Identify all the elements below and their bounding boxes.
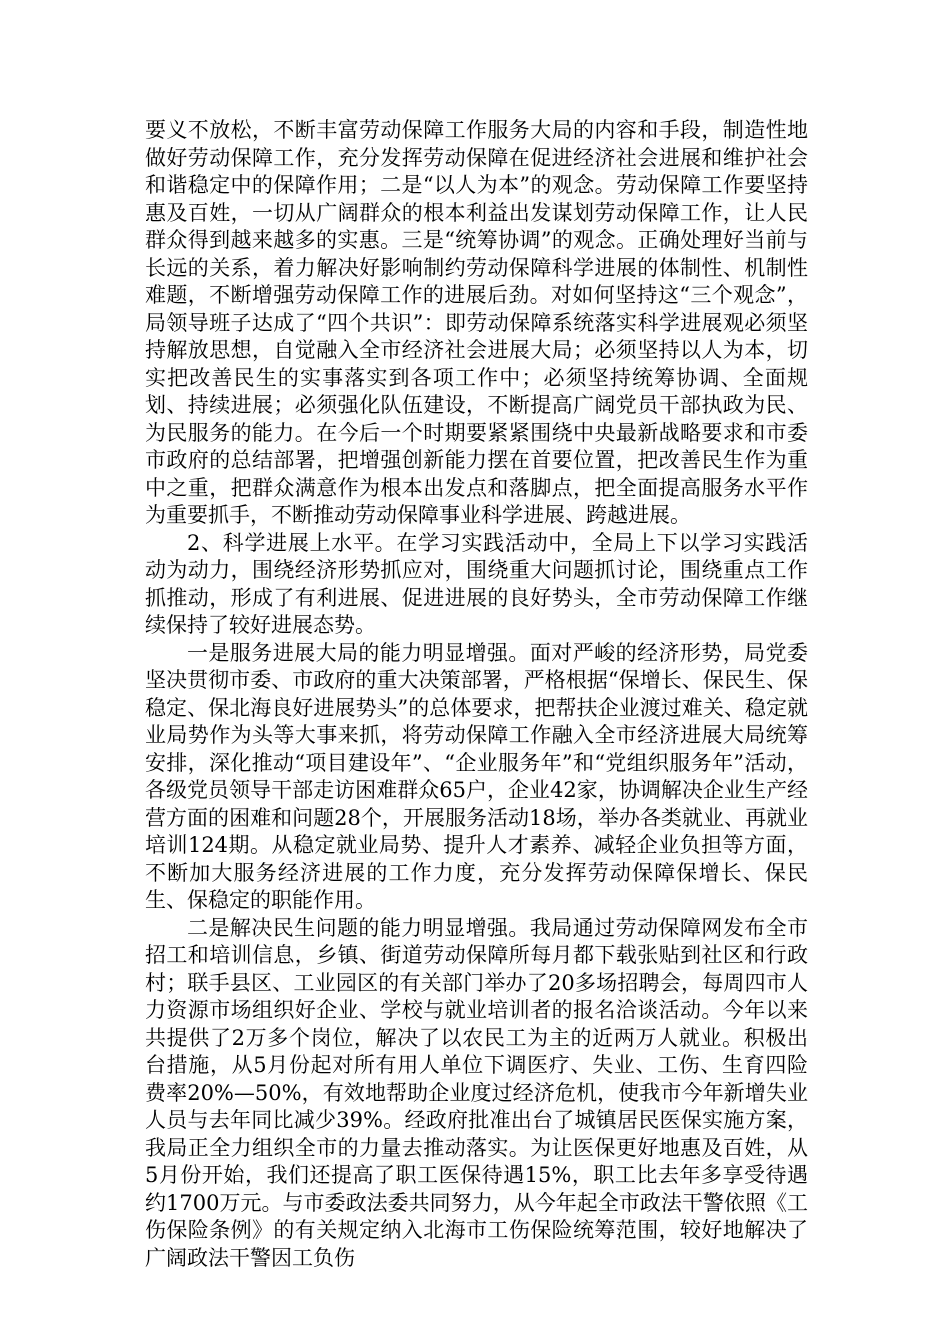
paragraph-2: 2、科学进展上水平。在学习实践活动中，全局上下以学习实践活动为动力，围绕经济形势抓应对，围绕重大问题抓讨论，围绕重点工作抓推动，形成了有利进展、促进进展的良好势头，全市劳动保障工作继续保持了较好进展态势。 (145, 530, 808, 637)
document-page (145, 117, 808, 1272)
paragraph-1: 要义不放松，不断丰富劳动保障工作服务大局的内容和手段，制造性地做好劳动保障工作，充分发挥劳动保障在促进经济社会进展和维护社会和谐稳定中的保障作用；二是“以人为本”的观念。劳动保障工作要坚持惠及百姓，一切从广阔群众的根本利益出发谋划劳动保障工作，让人民群众得到越来越多的实惠。三是“统筹协调”的观念。正确处理好当前与长远的关系，着力解决好影响制约劳动保障科学进展的体制性、机制性难题，不断增强劳动保障工作的进展后劲。对如何坚持这“三个观念”，局领导班子达成了“四个共识”：即劳动保障系统落实科学进展观必须坚持解放思想，自觉融入全市经济社会进展大局；必须坚持以人为本，切实把改善民生的实事落实到各项工作中；必须坚持统筹协调、全面规划、持续进展；必须强化队伍建设，不断提高广阔党员干部执政为民、为民服务的能力。在今后一个时期要紧紧围绕中央最新战略要求和市委市政府的总结部署，把增强创新能力摆在首要位置，把改善民生作为重中之重，把群众满意作为根本出发点和落脚点，把全面提高服务水平作为重要抓手，不断推动劳动保障事业科学进展、跨越进展。 (145, 118, 808, 527)
paragraph-3: 一是服务进展大局的能力明显增强。面对严峻的经济形势，局党委坚决贯彻市委、市政府的重大决策部署，严格根据“保增长、保民生、保稳定、保北海良好进展势头”的总体要求，把帮扶企业渡过难关、稳定就业局势作为头等大事来抓，将劳动保障工作融入全市经济进展大局统筹安排，深化推动“项目建设年”、“企业服务年”和“党组织服务年”活动，各级党员领导干部走访困难群众65户，企业42家，协调解决企业生产经营方面的困难和问题28个，开展服务活动18场，举办各类就业、再就业培训124期。从稳定就业局势、提升人才素养、减轻企业负担等方面，不断加大服务经济进展的工作力度，充分发挥劳动保障保增长、保民生、保稳定的职能作用。 (145, 640, 808, 912)
paragraph-4: 二是解决民生问题的能力明显增强。我局通过劳动保障网发布全市招工和培训信息，乡镇、街道劳动保障所每月都下载张贴到社区和行政村；联手县区、工业园区的有关部门举办了20多场招聘会，每周四市人力资源市场组织好企业、学校与就业培训者的报名洽谈活动。今年以来共提供了2万多个岗位，解决了以农民工为主的近两万人就业。积极出台措施，从5月份起对所有用人单位下调医疗、失业、工伤、生育四险费率20%—50%，有效地帮助企业度过经济危机，使我市今年新增失业人员与去年同比减少39%。经政府批准出台了城镇居民医保实施方案，我局正全力组织全市的力量去推动落实。为让医保更好地惠及百姓，从5月份开始，我们还提高了职工医保待遇15%，职工比去年多享受待遇约1700万元。与市委政法委共同努力，从今年起全市政法干警依照《工伤保险条例》的有关规定纳入北海市工伤保险统筹范围，较好地解决了广阔政法干警因工负伤 (145, 915, 808, 1270)
